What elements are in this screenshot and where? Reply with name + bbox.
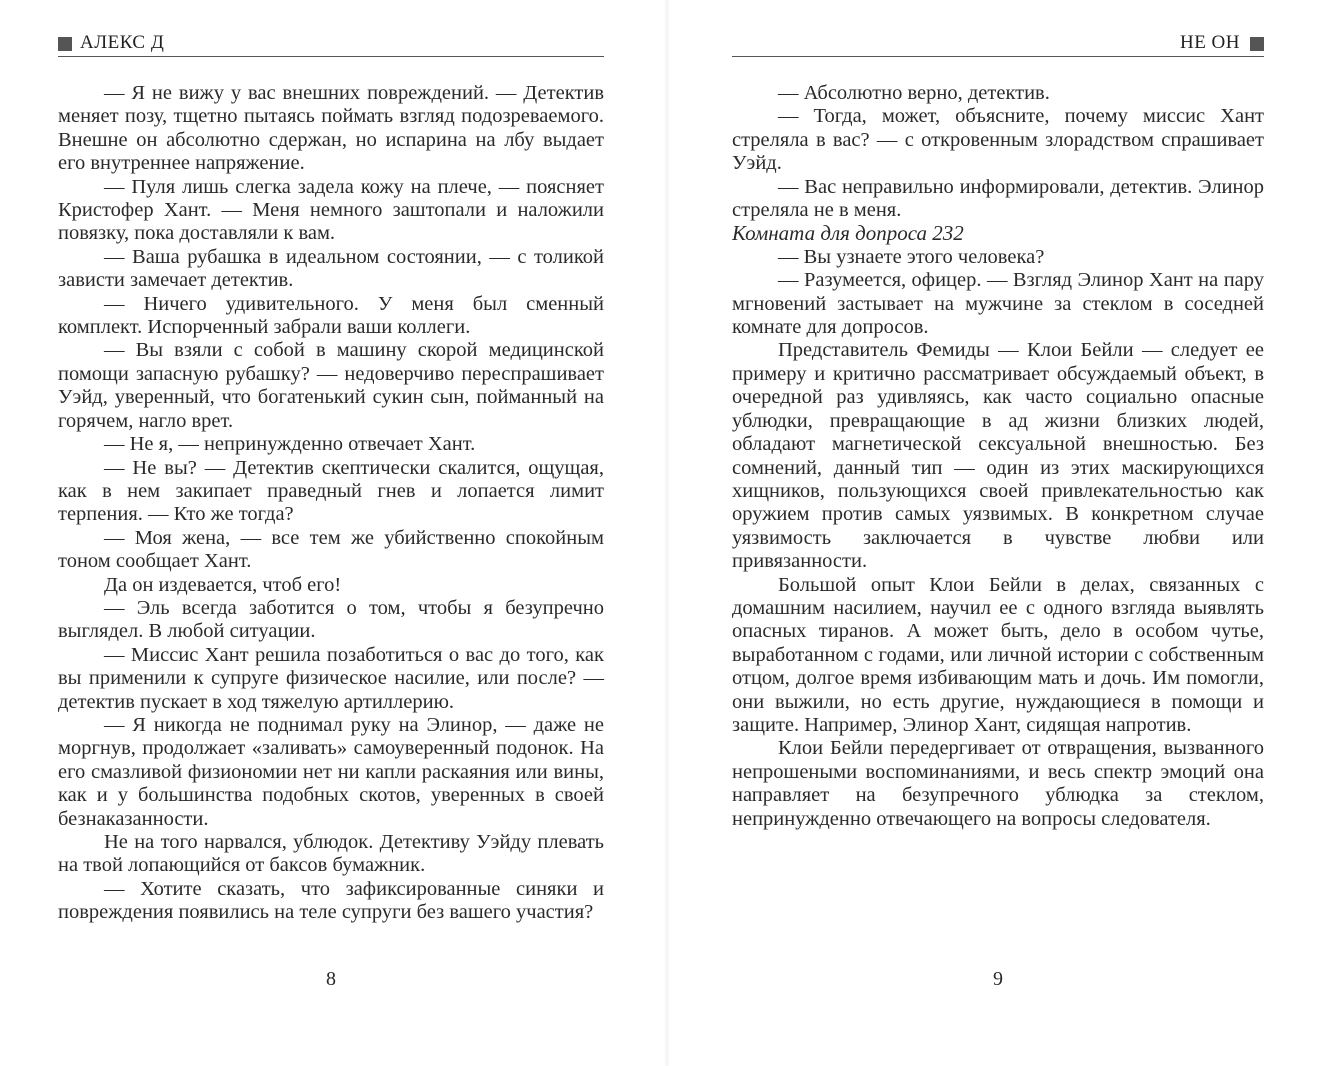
paragraph: — Пуля лишь слегка задела кожу на плече, — поясняет Кристофер Хант. — Меня немного заштопали и наложили повязку, пока доставляли к вам. xyxy=(58,175,604,245)
paragraph: — Я не вижу у вас внешних повреждений. — Детектив меняет позу, тщетно пытаясь поймать взгляд подозреваемого. Внешне он абсолютно сдержан, но испарина на лбу выдает его внутреннее напряжение. xyxy=(58,82,604,175)
paragraph: — Ничего удивительного. У меня был сменный комплект. Испорченный забрали ваши коллеги. xyxy=(58,292,604,339)
section-heading: Комната для допроса 232 xyxy=(732,221,964,246)
paragraph: — Вы узнаете этого человека? xyxy=(778,245,1045,268)
paragraph: — Эль всегда заботится о том, чтобы я безупречно выглядел. В любой ситуации. xyxy=(58,596,604,643)
paragraph: — Разумеется, офицер. — Взгляд Элинор Хант на пару мгновений застывает на мужчине за стеклом в соседней комнате для допросов. xyxy=(732,269,1264,339)
page-number-right: 9 xyxy=(993,968,1003,990)
paragraph: Не на того нарвался, ублюдок. Детективу Уэйду плевать на твой лопающийся от баксов бумажник. xyxy=(58,831,604,877)
paragraph: — Вас неправильно информировали, детектив. Элинор стреляла не в меня. xyxy=(732,175,1264,222)
paragraph: Представитель Фемиды — Клои Бейли — следует ее примеру и критично рассматривает обсуждаемый объект, в очередной раз удивляясь, как часто социально опасные ублюдки, превращающие в ад жизни близких людей, обладают магнетической сексуальной внешностью. Без сомнений, данный тип — один из этих маскирующихся хищников, пользующихся своей привлекательностью как оружием против самых уязвимых. В конкретном случае уязвимость заключается в чувстве любви или привязанности. xyxy=(732,339,1264,573)
paragraph: — Я никогда не поднимал руку на Элинор, — даже не моргнув, продолжает «заливать» самоуверенный подонок. На его смазливой физиономии нет ни капли раскаяния или вины, как и у большинства подобных скотов, уверенных в своей безнаказанности. xyxy=(58,713,604,830)
paragraph: — Тогда, может, объясните, почему миссис Хант стреляла в вас? — с откровенным злорадством спрашивает Уэйд. xyxy=(732,105,1264,175)
running-head-right xyxy=(732,30,1264,57)
right-page-body xyxy=(732,82,1264,831)
header-square-icon xyxy=(58,37,72,51)
paragraph: — Вы взяли с собой в машину скорой медицинской помощи запасную рубашку? — недоверчиво переспрашивает Уэйд, уверенный, что богатенький сукин сын, пойманный на горячем, нагло врет. xyxy=(58,339,604,432)
running-head-author: АЛЕКС Д xyxy=(80,32,165,53)
paragraph: Большой опыт Клои Бейли в делах, связанных с домашним насилием, научил ее с одного взгляда выявлять опасных тиранов. А может быть, дело в особом чутье, выработанном с годами, или личной истории с собственным отцом, долгое время избивающим мать и дочь. Им помогли, они выжили, но есть другие, нуждающиеся в помощи и защите. Например, Элинор Хант, сидящая напротив. xyxy=(732,573,1264,736)
right-page xyxy=(732,0,1264,1066)
running-head-left xyxy=(58,30,604,57)
paragraph: — Не я, — непринужденно отвечает Хант. xyxy=(104,433,476,456)
running-head-title: НЕ ОН xyxy=(1179,32,1240,53)
paragraph: — Миссис Хант решила позаботиться о вас до того, как вы применили к супруге физическое насилие, или после? — детектив пускает в ход тяжелую артиллерию. xyxy=(58,643,604,713)
book-spine xyxy=(664,0,670,1066)
paragraph: — Ваша рубашка в идеальном состоянии, — с толикой зависти замечает детектив. xyxy=(58,245,604,292)
left-page-body xyxy=(58,82,604,925)
paragraph: Клои Бейли передергивает от отвращения, вызванного непрошеными воспоминаниями, и весь спектр эмоций она направляет на безупречного ублюдка за стеклом, непринужденно отвечающего на вопросы следователя. xyxy=(732,737,1264,830)
header-square-icon xyxy=(1250,37,1264,51)
paragraph: — Абсолютно верно, детектив. xyxy=(778,82,1050,104)
page-number-left: 8 xyxy=(326,968,336,990)
paragraph: Да он издевается, чтоб его! xyxy=(104,573,342,596)
left-page xyxy=(58,0,604,1066)
paragraph: — Моя жена, — все тем же убийственно спокойным тоном сообщает Хант. xyxy=(58,526,604,573)
paragraph: — Не вы? — Детектив скептически скалится, ощущая, как в нем закипает праведный гнев и лопается лимит терпения. — Кто же тогда? xyxy=(58,456,604,526)
paragraph: — Хотите сказать, что зафиксированные синяки и повреждения появились на теле супруги без вашего участия? xyxy=(58,877,604,924)
